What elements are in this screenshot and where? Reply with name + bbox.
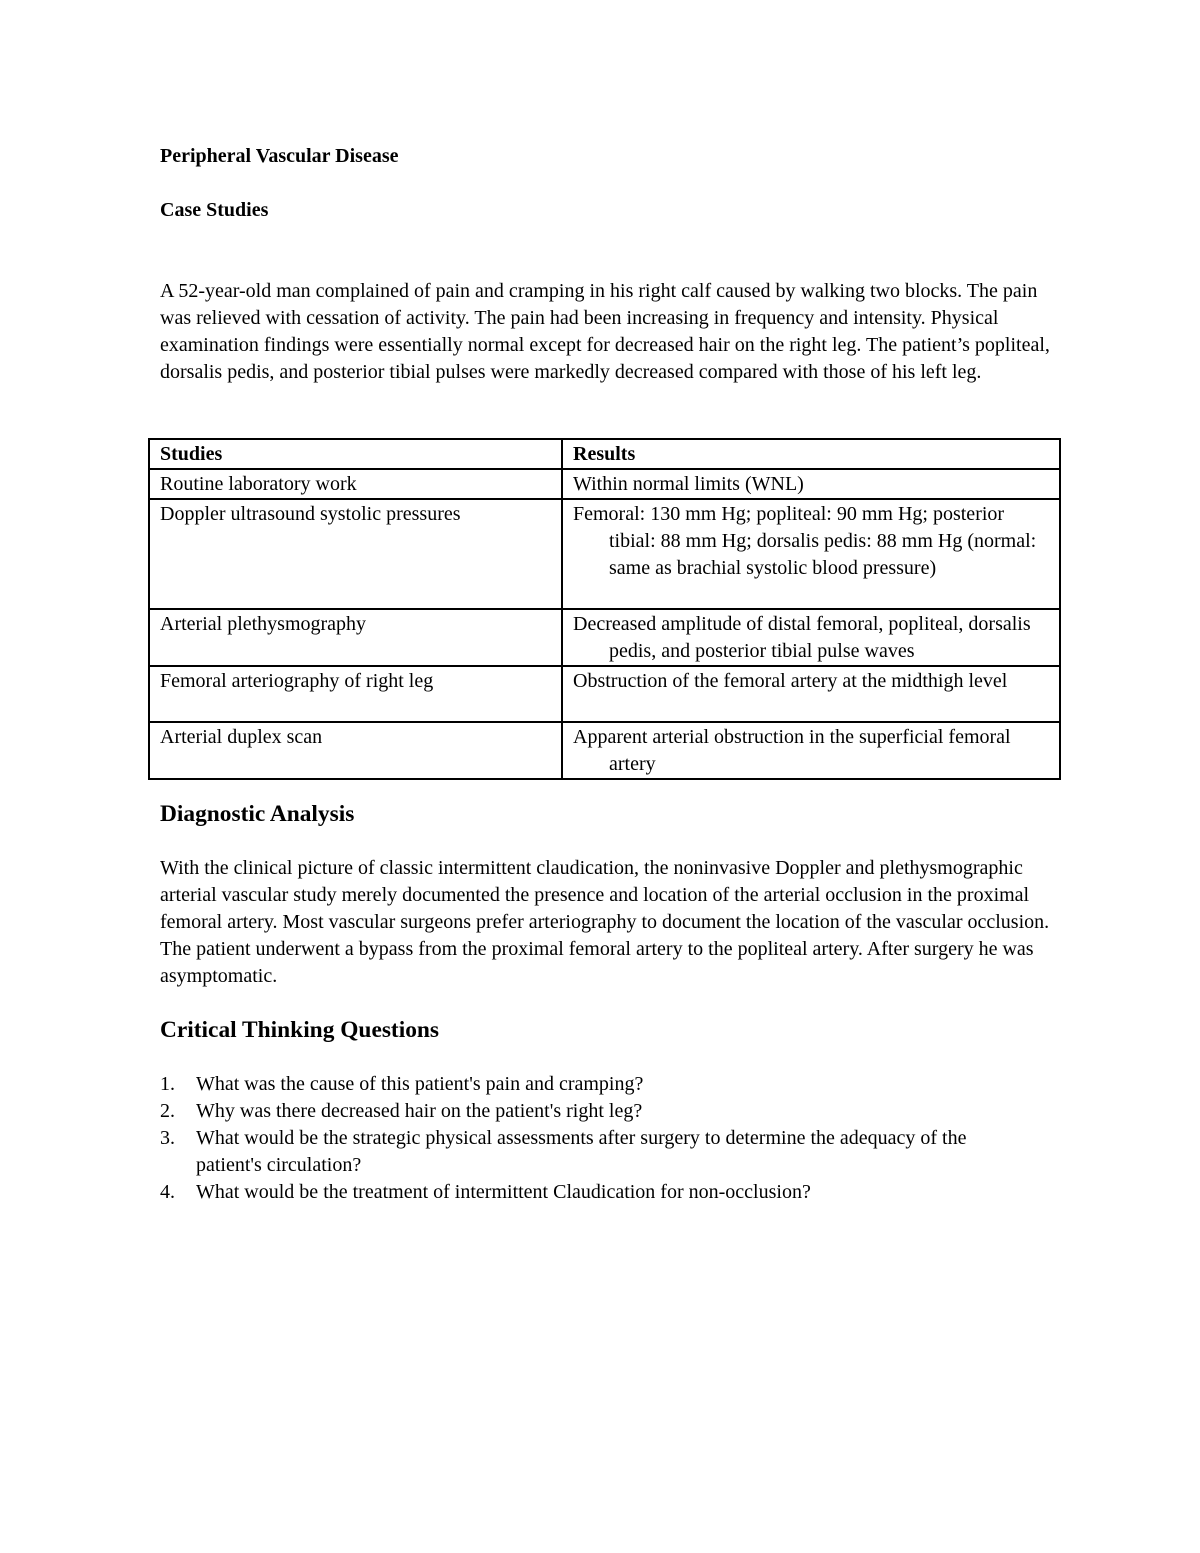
table-row — [149, 499, 1060, 609]
table-row — [149, 609, 1060, 666]
question-number: 4. — [160, 1181, 175, 1203]
result-text: Femoral: 130 mm Hg; popliteal: 90 mm Hg; posterior tibial: 88 mm Hg; dorsalis pedis: 88 mm Hg (normal: same as brachial systolic blood pressure) — [573, 503, 1037, 579]
table-row — [149, 722, 1060, 779]
result-cell — [562, 609, 1060, 666]
result-text: Decreased amplitude of distal femoral, popliteal, dorsalis pedis, and posterior tibial pulse waves — [573, 613, 1031, 662]
list-item — [160, 1098, 1020, 1125]
study-cell: Femoral arteriography of right leg — [149, 666, 562, 722]
table-row — [149, 469, 1060, 499]
result-text: Within normal limits (WNL) — [573, 473, 804, 495]
result-text: Apparent arterial obstruction in the superficial femoral artery — [573, 726, 1011, 775]
questions-list — [160, 1071, 1020, 1206]
list-item — [160, 1179, 1020, 1206]
header-studies: Studies — [149, 439, 562, 469]
result-cell — [562, 722, 1060, 779]
header-results: Results — [562, 439, 1060, 469]
questions-heading: Critical Thinking Questions — [160, 1017, 440, 1043]
result-text: Obstruction of the femoral artery at the midthigh level — [573, 670, 1008, 692]
study-cell: Routine laboratory work — [149, 469, 562, 499]
table-row — [149, 666, 1060, 722]
question-text: What would be the strategic physical assessments after surgery to determine the adequacy of the patient's circulation? — [196, 1127, 967, 1176]
page-title: Peripheral Vascular Disease — [160, 145, 399, 167]
question-text: What would be the treatment of intermittent Claudication for non-occlusion? — [196, 1181, 811, 1203]
study-cell: Arterial plethysmography — [149, 609, 562, 666]
list-item — [160, 1125, 1020, 1179]
study-cell: Doppler ultrasound systolic pressures — [149, 499, 562, 609]
result-cell — [562, 469, 1060, 499]
study-cell: Arterial duplex scan — [149, 722, 562, 779]
question-number: 3. — [160, 1127, 175, 1149]
question-number: 1. — [160, 1073, 175, 1095]
question-text: Why was there decreased hair on the patient's right leg? — [196, 1100, 643, 1122]
diagnostic-heading: Diagnostic Analysis — [160, 801, 355, 827]
question-number: 2. — [160, 1100, 175, 1122]
section-subtitle: Case Studies — [160, 199, 269, 221]
list-item — [160, 1071, 1020, 1098]
table-header-row — [149, 439, 1060, 469]
studies-table — [148, 438, 1061, 780]
diagnostic-text: With the clinical picture of classic intermittent claudication, the noninvasive Doppler and plethysmographic arterial vascular study merely documented the presence and location of the arterial occlusion in the proximal femoral artery. Most vascular surgeons prefer arteriography to document the location of the vascular occlusion. The patient underwent a bypass from the proximal femoral artery to the popliteal artery. After surgery he was asymptomatic. — [160, 857, 1050, 987]
result-cell — [562, 499, 1060, 609]
case-description: A 52-year-old man complained of pain and cramping in his right calf caused by walking two blocks. The pain was relieved with cessation of activity. The pain had been increasing in frequency and intensity. Physical examination findings were essentially normal except for decreased hair on the right leg. The patient’s popliteal, dorsalis pedis, and posterior tibial pulses were markedly decreased compared with those of his left leg. — [160, 280, 1050, 383]
question-text: What was the cause of this patient's pain and cramping? — [196, 1073, 644, 1095]
result-cell — [562, 666, 1060, 722]
